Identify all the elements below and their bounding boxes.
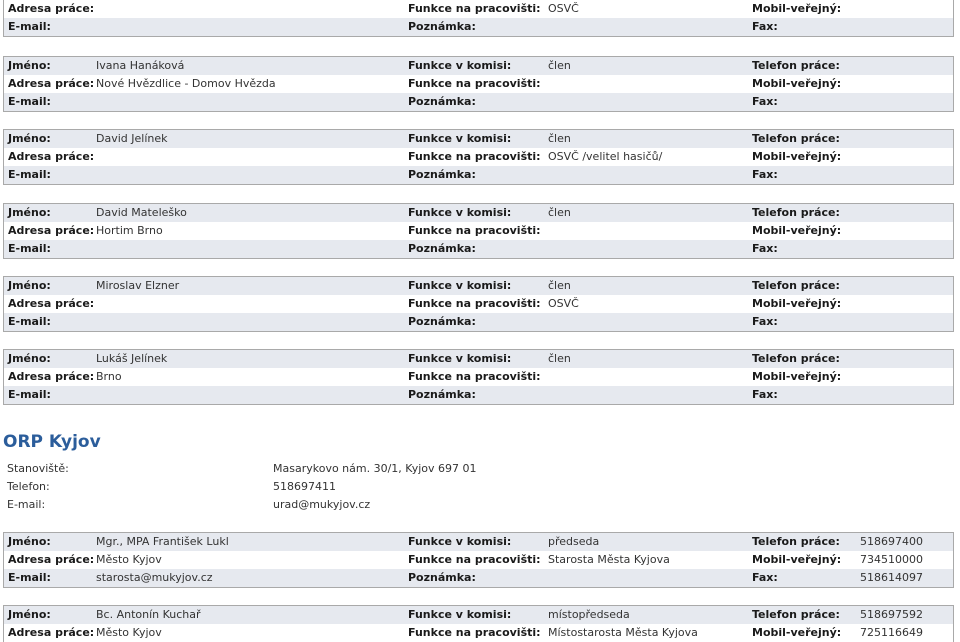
function-workplace-label: Funkce na pracovišti: [408,553,541,566]
orp-email-value: urad@mukyjov.cz [273,498,371,511]
address-value: Brno [96,370,122,383]
name-value: Miroslav Elzner [96,279,180,292]
row-name [4,57,953,75]
phone-label: Telefon práce: [752,352,840,365]
function-committee-value: člen [548,59,571,72]
note-label: Poznámka: [408,95,476,108]
mobile-label: Mobil-veřejný: [752,224,842,237]
function-workplace-label: Funkce na pracovišti: [408,297,541,310]
address-label: Adresa práce: [8,2,95,15]
name-value: David Mateleško [96,206,187,219]
fax-label: Fax: [752,242,778,255]
name-label: Jméno: [8,206,51,219]
note-label: Poznámka: [408,388,476,401]
member-card [3,203,954,259]
row-address [4,148,953,166]
function-committee-label: Funkce v komisi: [408,59,512,72]
fax-label: Fax: [752,388,778,401]
row-email [4,93,953,111]
member-card [3,349,954,405]
row-email [4,569,953,587]
row-email [4,18,953,36]
function-workplace-value: OSVČ [548,2,579,15]
name-label: Jméno: [8,535,51,548]
address-value: Hortim Brno [96,224,163,237]
function-workplace-value: OSVČ /velitel hasičů/ [548,150,663,163]
name-value: Ivana Hanáková [96,59,185,72]
function-committee-label: Funkce v komisi: [408,132,512,145]
phone-value: 518697400 [860,535,923,548]
row-email [4,313,953,331]
fax-label: Fax: [752,95,778,108]
name-label: Jméno: [8,608,51,621]
row-email [4,386,953,404]
fax-label: Fax: [752,20,778,33]
orp-phone-value: 518697411 [273,480,336,493]
function-workplace-label: Funkce na pracovišti: [408,2,541,15]
email-label: E-mail: [8,242,51,255]
row-name [4,277,953,295]
row-name [4,606,953,624]
row-email [4,240,953,258]
address-label: Adresa práce: [8,553,95,566]
function-committee-value: předseda [548,535,600,548]
row-address [4,0,953,18]
row-address [4,295,953,313]
row-name [4,130,953,148]
function-workplace-label: Funkce na pracovišti: [408,370,541,383]
mobile-value: 725116649 [860,626,923,639]
address-label: Adresa práce: [8,626,95,639]
email-label: E-mail: [8,95,51,108]
row-address [4,75,953,93]
orp-location-value: Masarykovo nám. 30/1, Kyjov 697 01 [273,462,477,475]
address-label: Adresa práce: [8,370,95,383]
function-workplace-label: Funkce na pracovišti: [408,224,541,237]
fax-label: Fax: [752,315,778,328]
orp-location-label: Stanoviště: [7,462,69,475]
function-workplace-label: Funkce na pracovišti: [408,150,541,163]
function-committee-label: Funkce v komisi: [408,535,512,548]
orp-member-card [3,605,954,642]
name-value: Lukáš Jelínek [96,352,168,365]
function-committee-value: místopředseda [548,608,630,621]
function-committee-value: člen [548,132,571,145]
address-label: Adresa práce: [8,297,95,310]
name-value: David Jelínek [96,132,168,145]
note-label: Poznámka: [408,571,476,584]
mobile-label: Mobil-veřejný: [752,297,842,310]
mobile-label: Mobil-veřejný: [752,370,842,383]
mobile-value: 734510000 [860,553,923,566]
mobile-label: Mobil-veřejný: [752,553,842,566]
email-value: starosta@mukyjov.cz [96,571,213,584]
name-label: Jméno: [8,59,51,72]
fax-label: Fax: [752,571,778,584]
row-name [4,350,953,368]
function-committee-label: Funkce v komisi: [408,206,512,219]
fax-label: Fax: [752,168,778,181]
function-committee-value: člen [548,206,571,219]
email-label: E-mail: [8,571,51,584]
mobile-label: Mobil-veřejný: [752,2,842,15]
orp-phone-label: Telefon: [7,480,50,493]
function-workplace-value: Místostarosta Města Kyjova [548,626,698,639]
member-card [3,129,954,185]
note-label: Poznámka: [408,242,476,255]
phone-value: 518697592 [860,608,923,621]
address-value: Nové Hvězdlice - Domov Hvězda [96,77,276,90]
row-address [4,624,953,642]
function-committee-value: člen [548,352,571,365]
member-card-partial [3,0,954,37]
phone-label: Telefon práce: [752,608,840,621]
phone-label: Telefon práce: [752,59,840,72]
address-label: Adresa práce: [8,150,95,163]
member-card [3,56,954,112]
function-workplace-label: Funkce na pracovišti: [408,77,541,90]
function-committee-label: Funkce v komisi: [408,608,512,621]
row-address [4,551,953,569]
mobile-label: Mobil-veřejný: [752,626,842,639]
row-email [4,166,953,184]
address-value: Město Kyjov [96,626,162,639]
orp-email-label: E-mail: [7,498,46,511]
function-workplace-label: Funkce na pracovišti: [408,626,541,639]
address-label: Adresa práce: [8,77,95,90]
name-value: Mgr., MPA František Lukl [96,535,229,548]
orp-member-card [3,532,954,588]
note-label: Poznámka: [408,20,476,33]
function-workplace-value: Starosta Města Kyjova [548,553,670,566]
address-label: Adresa práce: [8,224,95,237]
section-title-orp: ORP Kyjov [3,432,101,452]
phone-label: Telefon práce: [752,206,840,219]
name-label: Jméno: [8,352,51,365]
row-address [4,368,953,386]
note-label: Poznámka: [408,315,476,328]
mobile-label: Mobil-veřejný: [752,77,842,90]
email-label: E-mail: [8,315,51,328]
fax-value: 518614097 [860,571,923,584]
note-label: Poznámka: [408,168,476,181]
member-card [3,276,954,332]
name-label: Jméno: [8,132,51,145]
address-value: Město Kyjov [96,553,162,566]
function-workplace-value: OSVČ [548,297,579,310]
name-label: Jméno: [8,279,51,292]
phone-label: Telefon práce: [752,132,840,145]
email-label: E-mail: [8,388,51,401]
function-committee-value: člen [548,279,571,292]
row-name [4,533,953,551]
function-committee-label: Funkce v komisi: [408,352,512,365]
phone-label: Telefon práce: [752,535,840,548]
email-label: E-mail: [8,20,51,33]
row-address [4,222,953,240]
function-committee-label: Funkce v komisi: [408,279,512,292]
phone-label: Telefon práce: [752,279,840,292]
name-value: Bc. Antonín Kuchař [96,608,201,621]
mobile-label: Mobil-veřejný: [752,150,842,163]
row-name [4,204,953,222]
email-label: E-mail: [8,168,51,181]
